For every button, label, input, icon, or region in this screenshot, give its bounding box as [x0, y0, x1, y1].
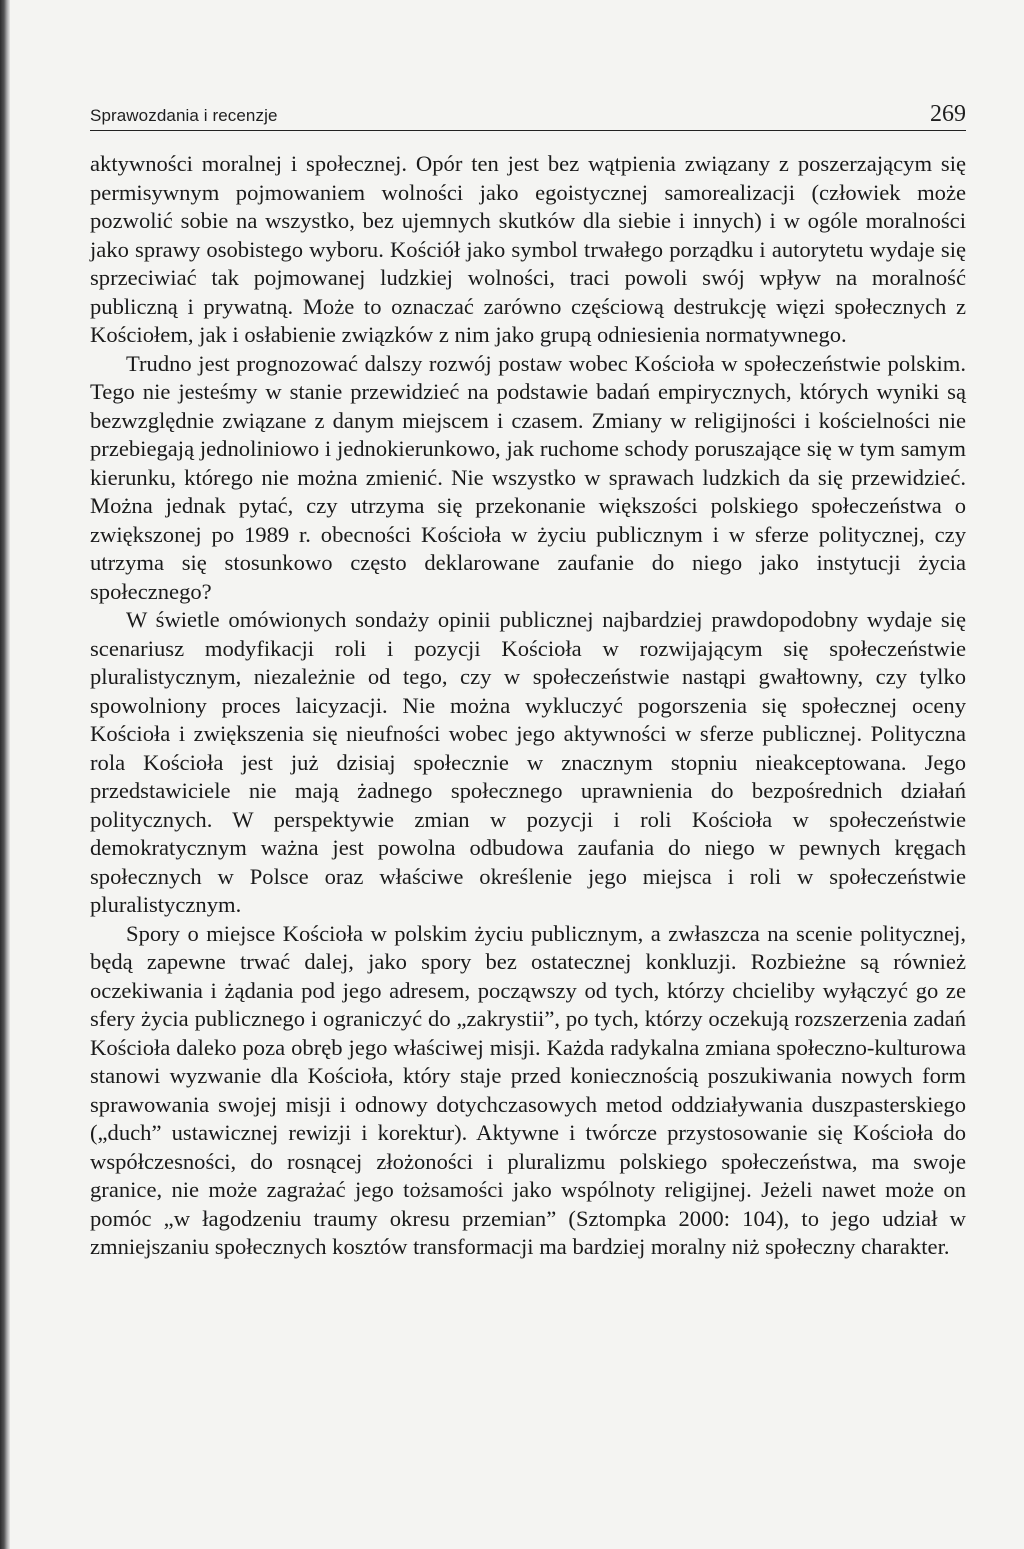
article-body — [90, 150, 966, 1262]
paragraph-1: aktywności moralnej i społecznej. Opór ten jest bez wątpienia związany z poszerzającym się permisywnym pojmowaniem wolności jako egoistycznej samorealizacji (człowiek może pozwolić sobie na wszystko, bez ujemnych skutków dla siebie i innych) i w ogóle moralności jako sprawy osobistego wyboru. Kościół jako symbol trwałego porządku i autorytetu wydaje się sprzeciwiać tak pojmowanej ludzkiej wolności, traci powoli swój wpływ na moralność publiczną i prywatną. Może to oznaczać zarówno częściową destrukcję więzi społecznych z Kościołem, jak i osłabienie związków z nim jako grupą odniesienia normatywnego. — [90, 151, 966, 347]
paragraph-3: W świetle omówionych sondaży opinii publicznej najbardziej prawdopodobny wydaje się scenariusz modyfikacji roli i pozycji Kościoła w rozwijającym się społeczeństwie pluralistycznym, niezależnie od tego, czy w społeczeństwie nastąpi gwałtowny, czy tylko spowolniony proces laicyzacji. Nie można wykluczyć pogorszenia się społecznej oceny Kościoła i zwiększenia się nieufności wobec jego aktywności w sferze publicznej. Polityczna rola Kościoła jest już dzisiaj społecznie w znacznym stopniu nieakceptowana. Jego przedstawiciele nie mają żadnego społecznego uprawnienia do bezpośrednich działań politycznych. W perspektywie zmian w pozycji i roli Kościoła w społeczeństwie demokratycznym ważna jest powolna odbudowa zaufania do niego w pewnych kręgach społecznych w Polsce oraz właściwe określenie jego miejsca i roli w społeczeństwie pluralistycznym. — [90, 607, 966, 917]
running-header — [90, 98, 966, 131]
paragraph-2: Trudno jest prognozować dalszy rozwój postaw wobec Kościoła w społeczeństwie polskim. Tego nie jesteśmy w stanie przewidzieć na podstawie badań empirycznych, których wyniki są bezwzględnie związane z danym miejscem i czasem. Zmiany w religijności i kościelności nie przebiegają jednoliniowo i jednokierunkowo, jak ruchome schody poruszające się w tym samym kierunku, którego nie można zmienić. Nie wszystko w sprawach ludzkich da się przewidzieć. Można jednak pytać, czy utrzyma się przekonanie większości polskiego społeczeństwa o zwiększonej po 1989 r. obecności Kościoła w życiu publicznym i w sferze politycznej, czy utrzyma się stosunkowo często deklarowane zaufanie do niego jako instytucji życia społecznego? — [90, 350, 966, 604]
scan-binding-edge — [0, 0, 10, 1549]
paragraph-4: Spory o miejsce Kościoła w polskim życiu publicznym, a zwłaszcza na scenie politycznej, będą zapewne trwać dalej, jako spory bez ostatecznej konkluzji. Rozbieżne są również oczekiwania i żądania pod jego adresem, począwszy od tych, którzy chcieliby wyłączyć go ze sfery życia publicznego i ograniczyć do „zakrystii”, po tych, którzy oczekują rozszerzenia zadań Kościoła daleko poza obręb jego właściwej misji. Każda radykalna zmiana społeczno-kulturowa stanowi wyzwanie dla Kościoła, który staje przed koniecznością poszukiwania nowych form sprawowania swojej misji i odnowy dotychczasowych metod oddziaływania duszpasterskiego („duch” ustawicznej rewizji i korektur). Aktywne i twórcze przystosowanie się Kościoła do współczesności, do rosnącej złożoności i pluralizmu polskiego społeczeństwa, ma swoje granice, nie może zagrażać jego tożsamości jako wspólnoty religijnej. Jeżeli nawet może on pomóc „w łagodzeniu traumy okresu przemian” (Sztompka 2000: 104), to jego udział w zmniejszaniu społecznych kosztów transformacji ma bardziej moralny niż społeczny charakter. — [90, 920, 966, 1259]
section-title: Sprawozdania i recenzje — [90, 106, 278, 125]
page-number: 269 — [930, 101, 966, 127]
